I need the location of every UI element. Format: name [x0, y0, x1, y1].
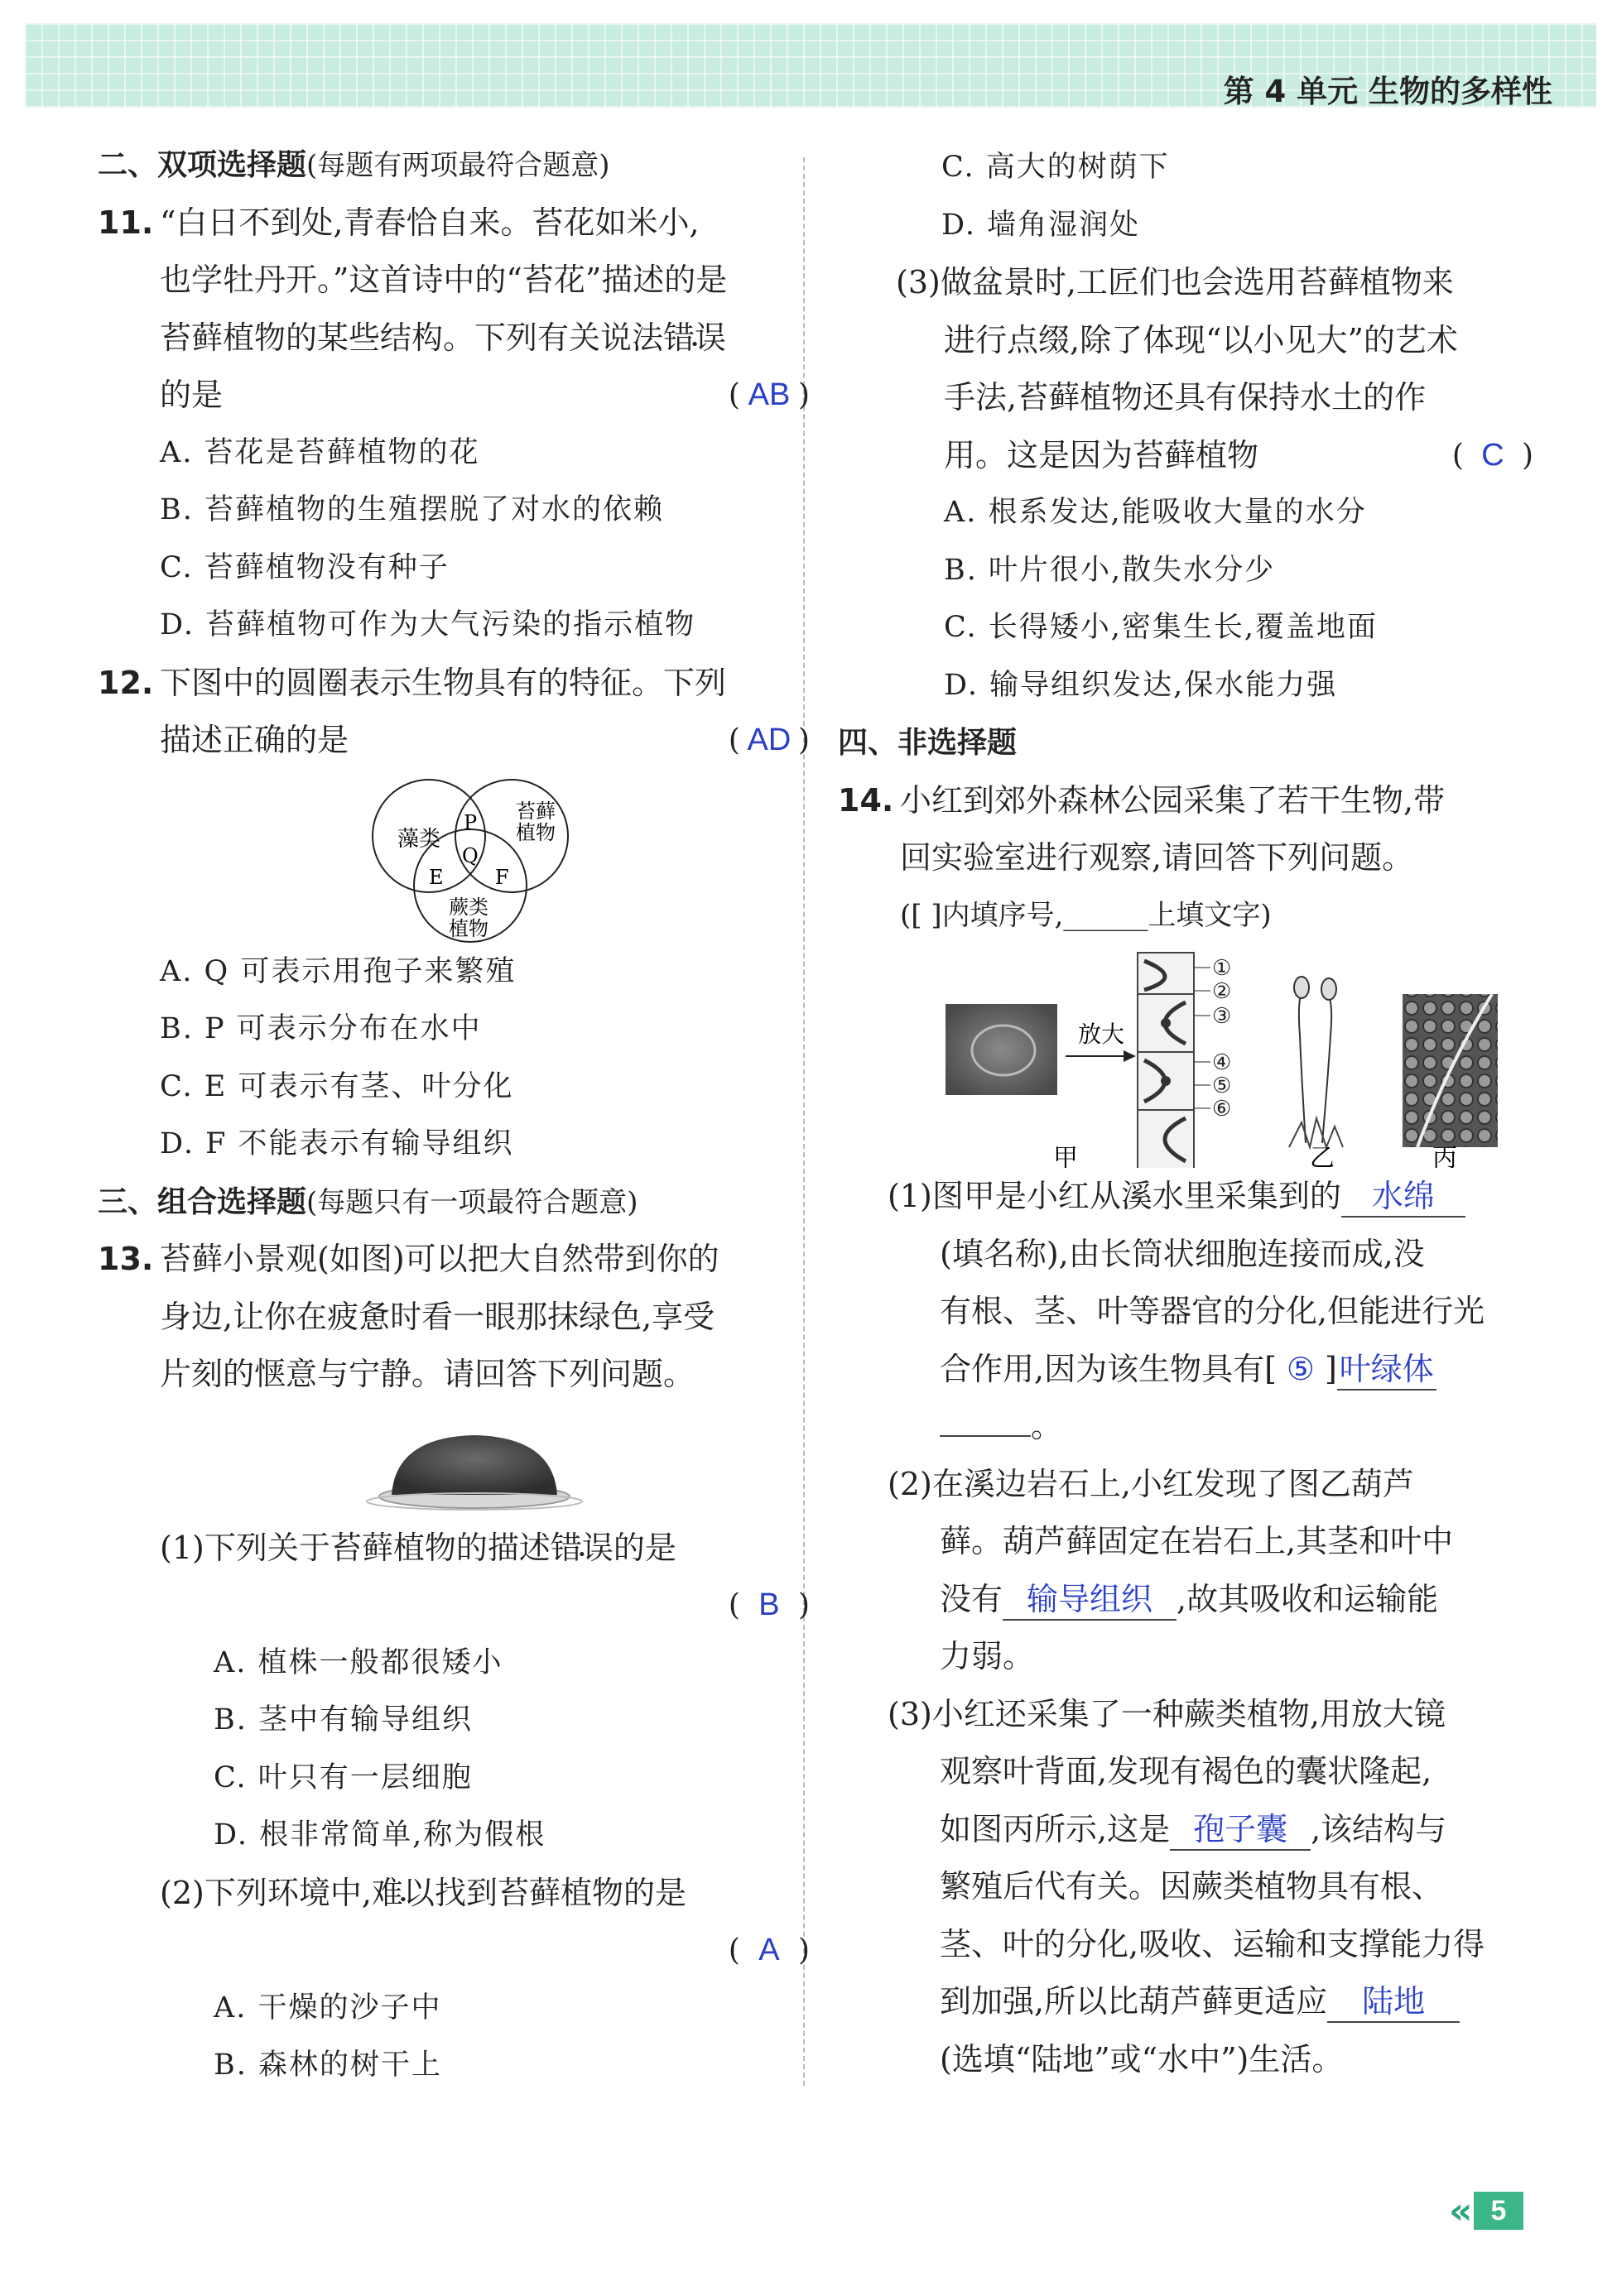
option-d: D. 苔藓植物可作为大气污染的指示植物 — [160, 608, 696, 641]
venn-diagram — [98, 770, 810, 944]
option-b: B. 茎中有输导组织 — [214, 1703, 473, 1736]
question-text-line: 苔藓植物的某些结构。下列有关说法 — [160, 319, 664, 356]
question-text-line: 下图中的圆圈表示生物具有的特征。下列 — [160, 664, 727, 701]
answer-text: 藓。葫芦藓固定在岩石上,其茎和叶中 — [940, 1523, 1454, 1559]
venn-label-fern-2: 植物 — [449, 916, 488, 940]
sub-question-2-text: (2)下列环境中, — [160, 1874, 372, 1911]
label-2: ② — [1212, 979, 1232, 1004]
fill-blank-answer[interactable]: 水绵 — [1341, 1178, 1465, 1218]
fill-number-answer[interactable]: ⑤ — [1286, 1352, 1315, 1387]
question-text-line: “白日不到处,青春恰自来。苔花如米小, — [160, 204, 700, 241]
option-d: D. 输导组织发达,保水能力强 — [944, 668, 1338, 702]
answer-value: AD — [747, 723, 792, 757]
observation-figure — [838, 944, 1533, 1168]
section-note: (每题只有一项最符合题意) — [306, 1185, 638, 1219]
question-number: 14. — [838, 781, 894, 819]
answer-text: (填名称),由长筒状细胞连接而成,没 — [940, 1235, 1425, 1272]
venn-region-f: F — [495, 865, 509, 889]
question-12 — [98, 655, 810, 1174]
answer-bracket: ( AB ) — [729, 367, 810, 425]
option-b: B. 森林的树干上 — [214, 2049, 442, 2082]
emphasis-text: 错误 • — [551, 1530, 614, 1566]
answer-value: AB — [748, 377, 791, 412]
sub-question-3-line: 进行点缀,除了体现“以小见大”的艺术 — [944, 321, 1458, 358]
label-3: ③ — [1212, 1004, 1232, 1029]
question-text-line: 片刻的惬意与宁静。请回答下列问题。 — [160, 1356, 695, 1392]
section-2-heading — [98, 137, 810, 195]
question-text-line: 苔藓小景观(如图)可以把大自然带到你的 — [160, 1241, 719, 1277]
sub-question-3-line: 手法,苔藓植物还具有保持水土的作 — [944, 379, 1427, 415]
label-6: ⑥ — [1212, 1097, 1232, 1122]
venn-label-algae: 藻类 — [397, 826, 441, 852]
answer-text: (1)图甲是小红从溪水里采集到的 — [888, 1178, 1341, 1214]
answer-value: A — [758, 1933, 780, 1967]
moss-plant-drawing — [1289, 977, 1343, 1147]
label-1: ① — [1212, 956, 1232, 981]
question-14-part-2 — [888, 1456, 1533, 1686]
option-d: D. 墙角湿润处 — [941, 208, 1141, 242]
answer-text: 合作用,因为该生物具有[ — [940, 1350, 1277, 1387]
figure-label-yi: 乙 — [1310, 1144, 1335, 1168]
emphasis-text: 错误 • — [663, 319, 726, 356]
answer-value: C — [1481, 437, 1504, 473]
answer-text: 没有 — [940, 1580, 1003, 1617]
fill-blank-answer[interactable]: 输导组织 — [1003, 1581, 1177, 1621]
right-column — [838, 139, 1533, 2088]
answer-text: (选填“陆地”或“水中”)生活。 — [940, 2040, 1344, 2077]
question-14-part-1 — [888, 1168, 1533, 1456]
option-a: A. 植株一般都很矮小 — [214, 1645, 503, 1679]
option-c: C. 苔藓植物没有种子 — [160, 550, 450, 584]
question-number: 13. — [98, 1241, 154, 1277]
answer-bracket: ( A ) — [729, 1922, 810, 1980]
answer-bracket: ( C ) — [1452, 427, 1533, 485]
left-column — [98, 137, 810, 2095]
sub-question-3-line: (3)做盆景时,工匠们也会选用苔藓植物来 — [896, 264, 1454, 300]
venn-label-moss-2: 植物 — [516, 820, 556, 844]
fill-blank-answer[interactable]: 陆地 — [1327, 1983, 1460, 2023]
answer-text: ] — [1324, 1350, 1337, 1387]
zoom-label: 放大 — [1078, 1021, 1125, 1048]
option-b: B. P 可表示分布在水中 — [160, 1012, 482, 1045]
section-3-heading — [98, 1174, 810, 1232]
page-number: 5 — [1474, 2192, 1523, 2230]
option-d: D. F 不能表示有输导组织 — [160, 1127, 514, 1160]
option-b: B. 苔藓植物的生殖摆脱了对水的依赖 — [160, 493, 664, 526]
answer-bracket: ( B ) — [729, 1577, 810, 1635]
option-a: A. 干燥的沙子中 — [214, 1991, 442, 2025]
question-text-line: 的是 — [160, 377, 224, 413]
sub-question-suffix: 找到苔藓植物的是 — [434, 1874, 686, 1911]
question-text-line: 也学牡丹开。”这首诗中的“苔花”描述的是 — [160, 262, 728, 298]
answer-text: 茎、叶的分化,吸收、运输和支撑能力得 — [940, 1925, 1485, 1962]
emphasis-text: 难以 • — [372, 1875, 435, 1911]
answer-text: 力弱。 — [940, 1638, 1035, 1674]
option-d: D. 根非常简单,称为假根 — [214, 1818, 546, 1852]
option-a: A. 根系发达,能吸收大量的水分 — [944, 496, 1367, 529]
question-14 — [838, 772, 1533, 2089]
question-text-line: 回实验室进行观察,请回答下列问题。 — [900, 839, 1414, 876]
option-a: A. Q 可表示用孢子来繁殖 — [160, 954, 517, 988]
fill-blank-answer[interactable]: 孢子囊 — [1170, 1811, 1311, 1851]
option-c: C. 叶只有一层细胞 — [214, 1760, 473, 1794]
label-5: ⑤ — [1212, 1074, 1232, 1098]
venn-region-q: Q — [462, 843, 479, 867]
label-4: ④ — [1212, 1050, 1232, 1075]
answer-text: 到加强,所以比葫芦藓更适应 — [940, 1983, 1328, 2020]
answer-bracket: ( AD ) — [729, 712, 810, 770]
fill-blank-empty — [940, 1435, 1031, 1437]
answer-text: ,故其吸收和运输能 — [1177, 1580, 1439, 1617]
section-note: (每题有两项最符合题意) — [306, 149, 610, 182]
sub-question-3-line: 用。这是因为苔藓植物 — [944, 436, 1259, 473]
chevron-left-icon: « — [1449, 2190, 1473, 2232]
question-number: 12. — [98, 664, 154, 701]
question-14-part-3 — [888, 1686, 1533, 2089]
question-text-line: 小红到郊外森林公园采集了若干生物,带 — [900, 781, 1446, 819]
answer-text: 。 — [1031, 1408, 1063, 1444]
answer-value: B — [758, 1588, 780, 1622]
fill-blank-answer[interactable]: 叶绿体 — [1337, 1351, 1436, 1391]
question-13 — [98, 1231, 810, 2095]
venn-region-e: E — [429, 865, 444, 889]
option-a: A. 苔花是苔藓植物的花 — [160, 435, 480, 469]
question-11 — [98, 195, 810, 655]
sub-question-suffix: 的是 — [613, 1529, 676, 1566]
question-text-line: 身边,让你在疲惫时看一眼那抹绿色,享受 — [160, 1298, 715, 1335]
question-text-line: 描述正确的是 — [160, 722, 349, 758]
answer-text: 有根、茎、叶等器官的分化,但能进行光 — [940, 1293, 1485, 1329]
spirogyra-cells — [1138, 953, 1194, 1168]
sub-question-1-text: (1)下列关于苔藓植物的描述 — [160, 1529, 551, 1566]
section-title: 二、双项选择题 — [98, 148, 307, 182]
venn-label-fern-1: 蕨类 — [449, 895, 488, 919]
figure-label-jia: 甲 — [1053, 1144, 1078, 1168]
section-title: 三、组合选择题 — [98, 1184, 307, 1219]
unit-title: 第 4 单元 生物的多样性 — [1223, 74, 1552, 109]
question-number: 11. — [98, 204, 154, 241]
option-c: C. E 可表示有茎、叶分化 — [160, 1069, 514, 1103]
option-b: B. 叶片很小,散失水分少 — [944, 553, 1276, 587]
option-c: C. 高大的树荫下 — [941, 151, 1170, 184]
section-4-heading: 四、非选择题 — [838, 726, 1018, 760]
answer-text: 繁殖后代有关。因蕨类植物具有根、 — [940, 1868, 1444, 1905]
venn-region-p: P — [464, 810, 478, 834]
figure-label-bing: 丙 — [1432, 1144, 1457, 1168]
answer-text: 观察叶背面,发现有褐色的囊状隆起, — [940, 1753, 1432, 1789]
answer-text: (3)小红还采集了一种蕨类植物,用放大镜 — [888, 1695, 1446, 1732]
option-c: C. 长得矮小,密集生长,覆盖地面 — [944, 611, 1379, 644]
moss-landscape-photo — [98, 1404, 810, 1520]
answer-text: (2)在溪边岩石上,小红发现了图乙葫芦 — [888, 1465, 1414, 1502]
question-text-line: ([ ]内填序号,______上填文字) — [900, 898, 1272, 932]
spirogyra-photo — [946, 1004, 1057, 1095]
answer-text: 如图丙所示,这是 — [940, 1810, 1171, 1847]
venn-label-moss-1: 苔藓 — [516, 799, 556, 823]
answer-text: ,该结构与 — [1311, 1810, 1447, 1847]
